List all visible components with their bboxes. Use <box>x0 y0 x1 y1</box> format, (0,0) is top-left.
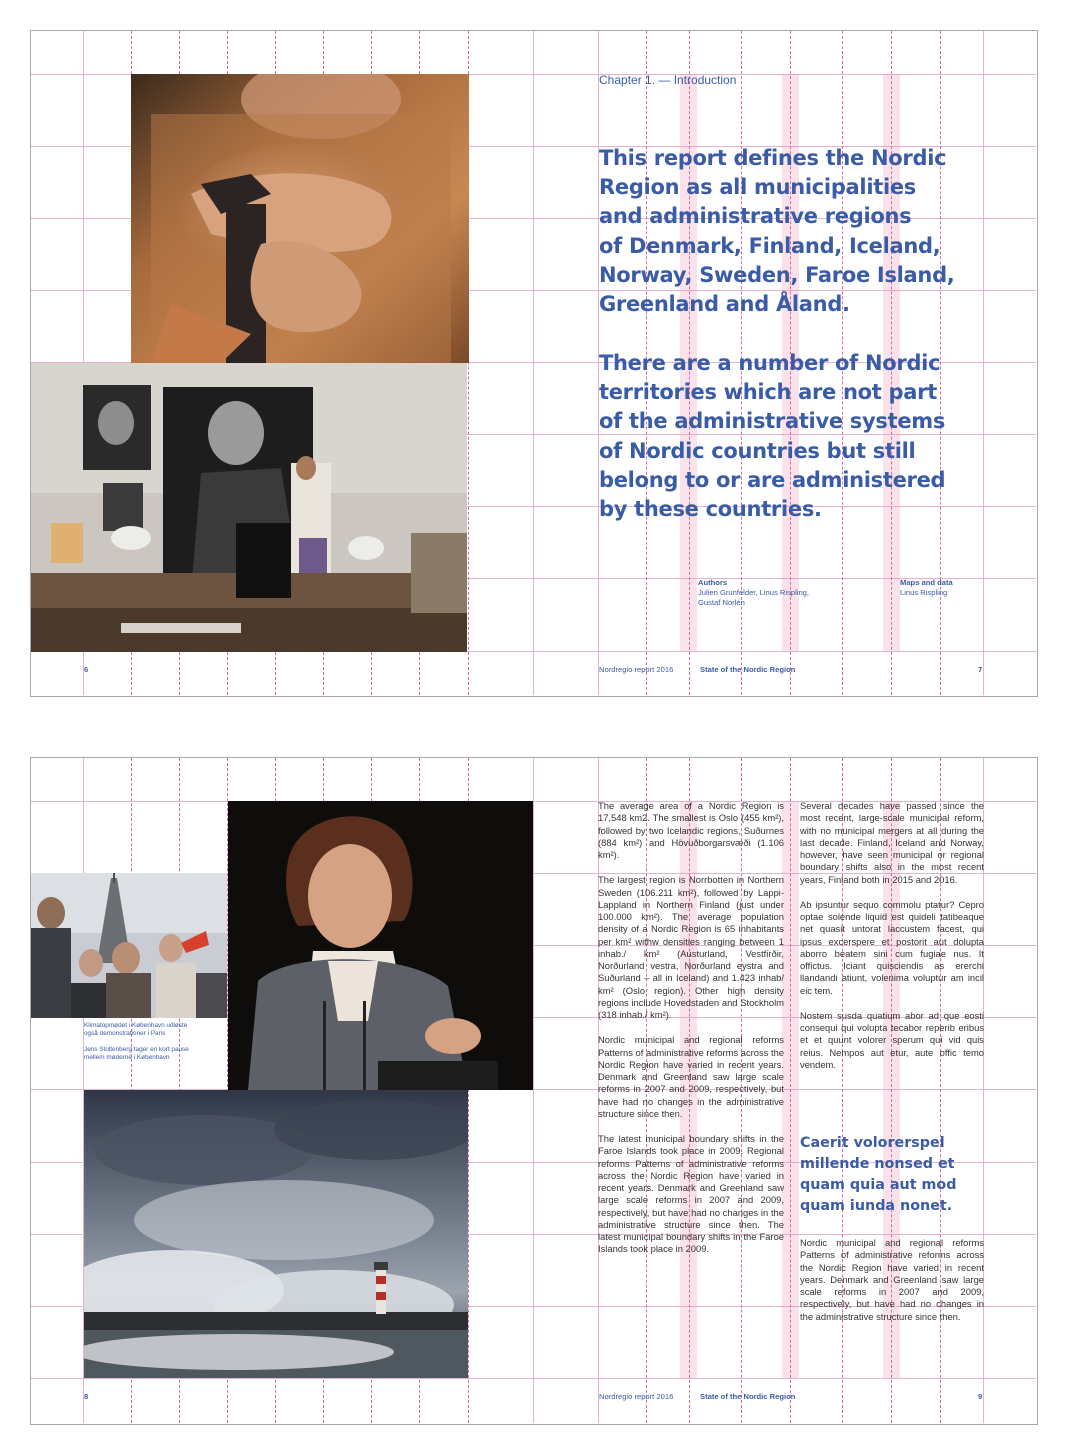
lead-line: Greenland and Åland. <box>599 292 850 317</box>
page-number-right: 9 <box>978 1392 983 1401</box>
subheading <box>800 1133 990 1217</box>
subheading-line: quam quia aut mod <box>800 1177 957 1193</box>
body-paragraph: Nordic municipal and regional reforms Patterns of administrative reforms across the Nordic Region have varied in recent years. Denmark and Greenland saw large scale reforms in 2007 and 2009, respectively, but have had no changes in the administrative structure since then. <box>800 1237 984 1322</box>
authors-label: Authors <box>698 578 728 587</box>
hands-on-walking-cane-photo <box>131 74 469 363</box>
body-column-1 <box>598 800 784 1269</box>
woman-speaking-at-podium-photo <box>228 801 533 1090</box>
maps-label: Maps and data <box>900 578 953 587</box>
body-paragraph: Several decades have passed since the most recent, large-scale municipal reform, with no municipal mergers at all during the last decade. Finland, Iceland and Norway, however, have seen municipal or regional boundary shifts also in the most recent years, Finland both in 2015 and 2016. <box>800 800 984 885</box>
chapter-heading: Chapter 1. — Introduction <box>599 73 737 87</box>
protest-near-eiffel-tower-photo <box>31 873 227 1018</box>
footer-publication: Nordregio report 2016 <box>599 1392 674 1401</box>
caption-line: mellem møderne i København <box>84 1054 170 1062</box>
footer-title: State of the Nordic Region <box>700 665 796 674</box>
lead-paragraph-1 <box>599 144 1029 319</box>
lead-line: of Denmark, Finland, Iceland, <box>599 233 941 258</box>
body-paragraph: The latest municipal boundary shifts in the Faroe Islands took place in 2009. Regional reforms Patterns of administrative reforms across the Nordic Region have varied in recent years. Denmark and Greenland saw large scale reforms in 2007 and 2009, respectively, but have had no changes in the administrative structure since then. The latest municipal boundary shifts in the Faroe Islands took place in 2009. <box>598 1133 784 1255</box>
body-column-2-continued <box>800 1237 984 1336</box>
authors-names: Gustaf Norlén <box>698 598 745 607</box>
lead-paragraph-2 <box>599 349 1029 524</box>
lead-line: Region as all municipalities <box>599 175 916 200</box>
caption-line: Jens Stoltenberg tager en kort pause <box>84 1046 189 1053</box>
margin-guide <box>533 31 534 695</box>
subheading-line: Caerit volorerspel <box>800 1135 945 1151</box>
body-paragraph: Nordic municipal and regional reforms Patterns of administrative reforms across the Nordic Region have varied in recent years. Denmark and Greenland saw large scale reforms in 2007 and 2009, respectively, but have had no changes in the administrative structure since then. <box>598 1034 785 1119</box>
authors-names: Julien Grunfelder, Linus Rispling, <box>698 588 810 597</box>
lead-line: territories which are not part <box>599 380 937 405</box>
footer-publication: Nordregio report 2016 <box>599 665 674 674</box>
maps-names: Linus Rispling <box>900 588 948 597</box>
lead-line: There are a number of Nordic <box>599 351 941 375</box>
photo-caption-2 <box>84 1046 189 1063</box>
body-column-2 <box>800 800 984 1084</box>
body-paragraph: The largest region is Norrbotten in Northern Sweden (106.211 km²), followed by Lappi-Lappland in Northern Finland (just under 100.000 km²). The average population density of a Nordic Region is 65 inhabitants per km² withw densities ranging between 1 inhab./ km² (Austurland, Vestfirðir, Norðurland vestra, Norðurland eystra and Suðurland – all in Iceland) and 1.423 inhab/ km² (Oslo region). Other high density regions include Hovedstaden and Stockholm (318 inhab./ km²). <box>598 874 784 1020</box>
lead-line: and administrative regions <box>599 204 912 229</box>
lead-line: of the administrative systems <box>599 409 946 434</box>
lighthouse-stormy-sea-photo <box>84 1090 468 1378</box>
body-paragraph: The average area of a Nordic Region is 17,548 km2. The smallest is Oslo (455 km²), followed by two Icelandic regions, Suðurnes (884 km²) and Hövuðborgarsvæði (1.106 km²). <box>598 800 784 860</box>
body-paragraph: Ab ipsuntur sequo commolu ptatur? Cepro optae solende liquid est quideli tatibeaque net quasit untorat laccustem facest, qui ipsus excerspere et postorit aut dolupta aborro beatem sini cum fugiae nus. It offictus. Iciant quisciendis as ererchi llandandi atiunt, volenima voluptur am incil eic tem. <box>800 898 984 996</box>
photo-caption-1 <box>84 1022 187 1039</box>
woman-in-office-with-portraits-photo <box>31 363 467 652</box>
lead-line: by these countries. <box>599 497 822 522</box>
margin-guide <box>533 758 534 1423</box>
page-number-right: 7 <box>978 665 983 674</box>
caption-line: også demonstrationer i Paris <box>84 1030 166 1038</box>
subheading-line: millende nonsed et <box>800 1156 955 1172</box>
page-number-left: 8 <box>84 1392 89 1401</box>
lead-line: This report defines the Nordic <box>599 146 947 170</box>
subheading-line: quam iunda nonet. <box>800 1198 953 1214</box>
lead-line: of Nordic countries but still <box>599 438 916 463</box>
authors-credit <box>698 578 809 608</box>
column-guide <box>790 758 791 1423</box>
body-paragraph: Nostem susda quatium abor ad que eosti consequi qui volupta tecabor reperib eribus et et quunt volorer sperum qui vid quis reius. Nempos aut etur, aute offic temo vendem. <box>800 1009 984 1070</box>
lead-line: Norway, Sweden, Faroe Island, <box>599 262 955 287</box>
maps-credit <box>900 578 953 598</box>
footer-title: State of the Nordic Region <box>700 1392 796 1401</box>
caption-line: Klimatopmødet i København udløste <box>84 1022 188 1029</box>
page-number-left: 6 <box>84 665 89 674</box>
lead-line: belong to or are administered <box>599 467 946 492</box>
